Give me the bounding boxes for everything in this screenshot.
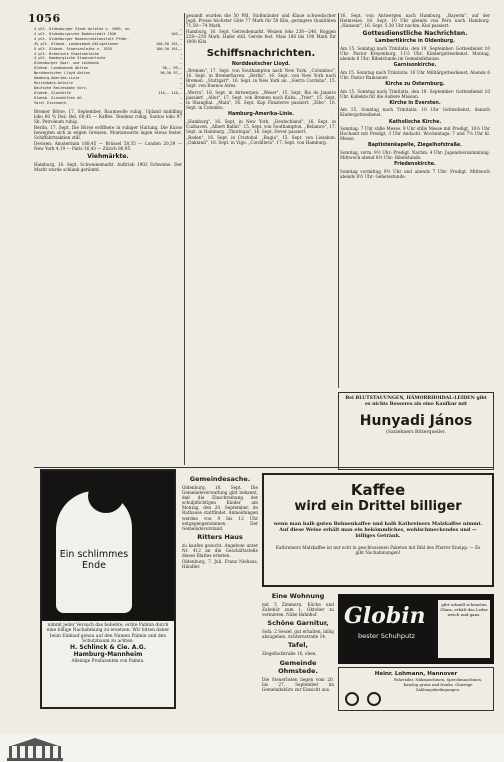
lohmann-text: Fahrräder, Nähmaschinen, Sprechmaschinen. Katalog gratis und franko. Günstige Zahlungsbedingungen.	[393, 677, 483, 692]
stock-row: 4 pCt. Öldenburger Stadt-Anleihe v. 1909, un- —	[34, 27, 182, 31]
globin-advertisement	[338, 594, 494, 664]
church-section-text: Sonntag: 7 Uhr stille Messe, 9 Uhr stille Messe mit Predigt, 10½ Uhr Hochamt mit Predigt, 3 Uhr Andacht. Wochentags: 7 und 7½ Uhr hl. Messe.	[340, 126, 490, 142]
gemeinde-column	[182, 473, 258, 709]
church-section-text: Am 15. Sonntag nach Trinitatis, den 19. September: Gottesdienst 10 Uhr. Kollekte für die Äußere Mission.	[340, 88, 490, 99]
ritter-heading: Ritters Haus	[197, 532, 243, 541]
church-section-title: Baptistenkapelle, Ziegelhofstraße.	[367, 143, 462, 149]
ship-news-column	[186, 13, 336, 465]
church-section-text: Am 15. Sonntag nach Trinitatis: 10 Uhr Gottesdienst, danach Kindergottesdienst.	[340, 107, 490, 118]
garnitur-text: Sofa, 2 Sessel, gut erhalten, billig abzugeben. Achternstraße 14.	[262, 629, 334, 640]
stock-row: 5 pCt. Oldenb. Staatsanleihe v. 1925 100,50 101,—	[34, 46, 182, 51]
stock-column	[34, 27, 182, 459]
ende-text: nimmt jeder Versuch das beliebte, echte Palmin durch eine billige Nachahmung zu ersetzen. Wir bitten daher beim Einkauf genau auf den Namen Palmin und den Schutzbaum zu achten.	[46, 623, 170, 644]
stock-row: Reichsbank-Anteile —	[34, 80, 182, 85]
kaffee-subtitle: wird ein Drittel billiger	[294, 499, 462, 514]
stock-row: 4½ pCt. Oldenb. Landesbank-Obligationen 100,50 101,—	[34, 41, 182, 46]
market-paragraph: gesandt wurden die 50 Pfd. Stoßmünder und Klaue schwedischer Jagd. Preise höchster Güte 77 Mark für 50 Kilo, geringere Qualitäten 71,50—74 Mark.	[186, 13, 336, 29]
church-section-title: Kirche zu Osternburg.	[385, 81, 445, 87]
column-rule-right	[338, 13, 339, 388]
stock-row: 4 pCt. Oldenburger Bodencreditanstalt Pfdbr. —	[34, 36, 182, 41]
tafel-heading: Tafel,	[288, 641, 308, 650]
archive-footer	[0, 734, 504, 762]
church-section-text: Am 15. Sonntag nach Trinitatis, den 19. September: Gottesdienst 10 Uhr: Pastor Kreyenborg. 11½ Uhr: Kindergottesdienst. Montag, abends 8 Uhr: Bibelstunde im Gemeindehause.	[340, 45, 490, 62]
stock-row: 4 pCt. Bremische Staatsanleihe —	[34, 51, 182, 56]
tafel-text: Ziegelhofstraße 16, oben.	[262, 651, 317, 657]
head-silhouette-icon	[88, 479, 124, 513]
hunyadi-tagline: Bei BLUTSTAUUNGEN, HÄMORRHOIDAL-LEIDEN gibt es nichts Besseres als eine Kaufkur mit	[345, 396, 487, 407]
palmin-advertisement	[40, 469, 176, 709]
church-section-text: Sonntag vormittag 9½ Uhr und abends 7 Uhr: Predigt. Mittwoch abends 8½ Uhr: Gebetsstunde.	[340, 168, 490, 179]
church-section-title: Garnisonkirche.	[393, 63, 437, 69]
lohmann-advertisement	[338, 667, 494, 711]
ende-tagline: Alleinige Produzenten von Palmin.	[71, 658, 145, 664]
ship-paragraph: 16. Sept. von Antwerpen nach Hamburg. „Bayerm", auf der Heimreise, 16. Sept. 10 Uhr abends von Peru nach Hamburg. „Hanseat", 16. Sept. 5.30 Uhr nachm. Kiel passiert.	[340, 13, 490, 29]
market-paragraph: Berlin, 17. Sept. Die Börse eröffnete in ruhiger Haltung. Die Kurse bewegten sich in engen Grenzen. Montanwerte lagen etwas fester, Schiffahrtsaktien still.	[34, 124, 182, 140]
ende-body	[46, 623, 170, 663]
church-section-title: Katholische Kirche.	[388, 119, 442, 125]
stock-row: Norddeutscher Lloyd Aktien 96,50 97,—	[34, 71, 182, 76]
stock-row: Oldenb. Eisenhütten AG —	[34, 95, 182, 100]
ship-news-heading: Schiffsnachrichten.	[206, 47, 316, 59]
church-column	[340, 13, 490, 388]
ad-illustration	[42, 471, 174, 621]
lloyd-heading: Norddeutscher Lloyd.	[231, 61, 291, 67]
globin-subtitle: bester Schuhputz	[358, 632, 416, 640]
market-paragraph: Devisen: Amsterdam 168,45 — Brüssel 58,35 — London 20,39 — New York 4,19 — Paris 16,43 — Zürich 80,95.	[34, 141, 182, 152]
church-section-text: Sonntag, vorm. 9½ Uhr: Predigt. Nachm. 4 Uhr: Jugendversammlung. Mittwoch abend 8½ Uhr: Bibelstunde.	[340, 149, 490, 161]
vieh-heading: Viehmärkte.	[87, 153, 129, 161]
hapag-heading: Hamburg-Amerika-Linie.	[227, 111, 295, 117]
stock-row: Varel Eisenwerk —	[34, 100, 182, 105]
garnitur-heading: Schöne Garnitur,	[267, 619, 329, 628]
ohmstede-heading: Gemeinde Ohmstede.	[278, 658, 318, 675]
hunyadi-brand: Hunyadi János	[359, 413, 473, 429]
ende-headline: Ein schlimmes Ende	[59, 549, 129, 571]
stock-row: Oldenb. Landesbank Aktien 98,— 99,—	[34, 66, 182, 71]
ritter-text: zu kaufen gesucht. Angebote unter Nr. 412 an die Geschäftsstelle dieses Blattes erbeten.	[182, 542, 258, 559]
ende-company: H. Schlinck & Cie. A.G.	[69, 644, 147, 652]
library-building-icon	[5, 736, 65, 762]
kaffee-advertisement	[262, 473, 494, 587]
church-section-title: Lambertikirche in Oldenburg.	[375, 39, 455, 45]
gemeinde-footer: Oldenburg, 7. Juli. Franz Niehaus, Händler.	[182, 559, 258, 570]
church-section-text: Am 15. Sonntag nach Trinitatis: 10 Uhr Militärgottesdienst. Abends 6 Uhr: Pastor Ramsauer.	[340, 69, 490, 80]
classified-column	[262, 590, 334, 710]
gemeinde-text: Oldenburg, 16. Sept. Die Gemeindeverwaltung gibt bekannt, daß die Einschreibung der schulpflichtigen Kinder am Montag, den 20. September, im Rathause stattfindet. Anmeldungen werden von 9 bis 12 Uhr entgegengenommen. Der Gemeindevorstand.	[182, 485, 258, 531]
stock-table	[34, 27, 182, 106]
lohmann-brand: Heinr. Lohmann, Hannover	[374, 671, 458, 677]
church-section-title: Friedenskirche.	[394, 162, 436, 168]
church-heading: Gottesdienstliche Nachrichten.	[362, 30, 468, 38]
stock-row: Oldenb. Glashütte 116,— 118,—	[34, 90, 182, 95]
stock-row: 4 pCt. Oldenburgische Bodencredit 1926 103,—	[34, 31, 182, 36]
lloyd-paragraph: „Werra", 16. Sept. in Antwerpen. „Weser", 15. Sept. Rio de Janeiro passiert. „Aller", 17. Sept. von Bremen nach Kuba. „Trier", 15. Sept. in Shanghai. „Main", 16. Sept. Kap Finisterre passiert. „Elbe", 16. Sept. in Colombo.	[186, 89, 336, 110]
market-paragraph: Bremer Börse, 17. September. Baumwolle ruhig. Upland middling loko 60 ¾ Dez. Bel. 60,45 — Kaffee. Tendenz ruhig. Santos loko 97 Sh. Petroleum ruhig.	[34, 108, 182, 124]
stock-row: Oldenburger Spar- und Leihbank —	[34, 61, 182, 66]
gemeinde-heading: Gemeindesache.	[189, 475, 251, 483]
market-paragraph: Hamburg, 16. Sept. Getreidemarkt. Weizen loko 238—240, Roggen 228—230 Mark. Hafer still, Gerste fest. Mais 188 bis 190 Mark für 1000 Kilo.	[186, 29, 336, 45]
wohnung-text: mit 5 Zimmern, Küche und Zubehör zum 1. Oktober zu vermieten. Nähe Bahnhof.	[262, 602, 334, 618]
column-rule-left	[184, 13, 185, 465]
bicycle-icon	[345, 688, 385, 708]
wohnung-heading: Eine Wohnung	[271, 592, 325, 600]
globin-slogan: gibt schnell schönsten Glanz, erhält das Leder weich und ganz.	[438, 600, 490, 658]
hapag-paragraph: „Baden", 16. Sept. in Cristobal. „Rugia", 15. Sept. von Lissabon. „Oakland", 16. Sept. in Vigo. „Cordillera", 17. Sept. von Hamburg.	[186, 134, 336, 145]
stock-row: 4 pCt. Hamburgische Staatsanleihe —	[34, 56, 182, 61]
hunyadi-subtitle: (Saxlehners Bitterquelle).	[385, 430, 447, 435]
ohmstede-text: Die Steuerlisten liegen vom 20. bis 27. September im Gemeindebüro zur Einsicht aus.	[262, 676, 334, 692]
church-section-title: Kirche in Eversten.	[389, 100, 441, 106]
stock-row: Hamburg-Amerika-Linie —	[34, 76, 182, 81]
lloyd-paragraph: „Bremen", 17. Sept. von Southampton nach New York. „Columbus", 16. Sept. in Bremerhaven. „Berlin", 16. Sept. von New York nach Bremen. „Stuttgart", 16. Sept. in New York an. „Sierra Cordoba", 15. Sept. von Buenos Aires.	[186, 68, 336, 89]
kaffee-note: Kathreiners Malzkaffee ist nur echt in geschlossenen Paketen mit Bild des Pfarrer Kneipp. — Es gibt Nachahmungen!	[275, 545, 481, 555]
kaffee-body: wenn man halb guten Bohnenkaffee und halb Kathreiners Malzkaffee nimmt. Auf diese Weise erhält man ein bekömmliches, wohlschmeckendes und — billiges Getränk.	[273, 521, 483, 539]
vieh-paragraph: Hamburg, 16. Sept. Schweinemarkt. Auftrieb 1902 Schweine. Der Markt wurde schlank geräumt.	[34, 162, 182, 173]
stock-row: Deutsche Reichsbahn Vorz. —	[34, 85, 182, 90]
hunyadi-advertisement	[338, 392, 494, 470]
ende-city: Hamburg-Mannheim	[73, 651, 143, 659]
globin-brand: Globin	[344, 603, 426, 629]
page-number: 1056	[28, 12, 61, 25]
kaffee-title: Kaffee	[350, 481, 406, 499]
hapag-paragraph: „Hamburg", 16. Sept. in New York. „Deutschland", 16. Sept. in Cuxhaven. „Albert Ballin", 15. Sept. von Southampton. „Reliance", 17. Sept. in Hamburg. „Thuringia", 16. Sept. Dover passiert.	[186, 118, 336, 134]
